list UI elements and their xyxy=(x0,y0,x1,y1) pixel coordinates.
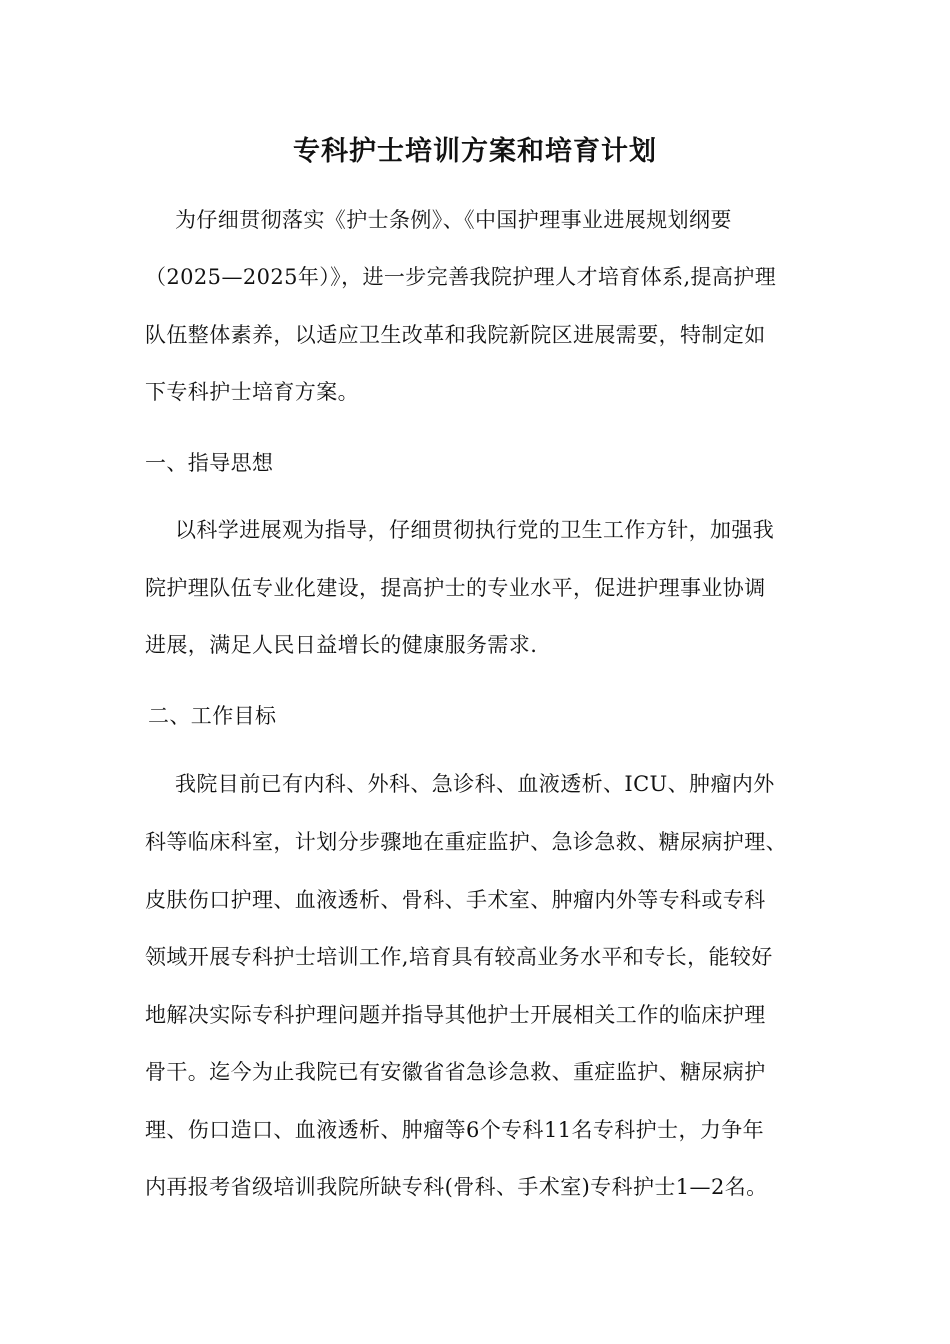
section-heading: 二、工作目标 xyxy=(148,704,277,728)
section-heading: 一、指导思想 xyxy=(145,451,274,475)
paragraph-line: 内再报考省级培训我院所缺专科(骨科、手术室)专科护士1—2名。 xyxy=(145,1175,768,1199)
paragraph-line: 院护理队伍专业化建设，提高护士的专业水平，促进护理事业协调 xyxy=(145,576,766,600)
paragraph-line: 队伍整体素养，以适应卫生改革和我院新院区进展需要，特制定如 xyxy=(145,323,766,347)
paragraph-line: 我院目前已有内科、外科、急诊科、血液透析、ICU、肿瘤内外 xyxy=(175,772,775,796)
document-title: 专科护士培训方案和培育计划 xyxy=(293,136,657,167)
paragraph-line: 为仔细贯彻落实《护士条例》、《中国护理事业进展规划纲要 xyxy=(175,208,732,232)
paragraph-line: 下专科护士培育方案。 xyxy=(145,380,359,404)
paragraph-line: 皮肤伤口护理、血液透析、骨科、手术室、肿瘤内外等专科或专科 xyxy=(145,888,766,912)
paragraph-line: 科等临床科室，计划分步骤地在重症监护、急诊急救、糖尿病护理、 xyxy=(145,830,787,854)
paragraph-line: 以科学进展观为指导，仔细贯彻执行党的卫生工作方针，加强我 xyxy=(175,518,775,542)
paragraph-line: 理、伤口造口、血液透析、肿瘤等6个专科11名专科护士，力争年 xyxy=(145,1118,765,1142)
paragraph-line: 领域开展专科护士培训工作,培育具有较高业务水平和专长，能较好 xyxy=(145,945,773,969)
paragraph-line: 地解决实际专科护理问题并指导其他护士开展相关工作的临床护理 xyxy=(145,1003,766,1027)
paragraph-line: 进展，满足人民日益增长的健康服务需求. xyxy=(145,633,538,657)
paragraph-line: （2025—2025年）》，进一步完善我院护理人才培育体系,提高护理 xyxy=(145,265,777,289)
paragraph-line: 骨干。迄今为止我院已有安徽省省急诊急救、重症监护、糖尿病护 xyxy=(145,1060,766,1084)
